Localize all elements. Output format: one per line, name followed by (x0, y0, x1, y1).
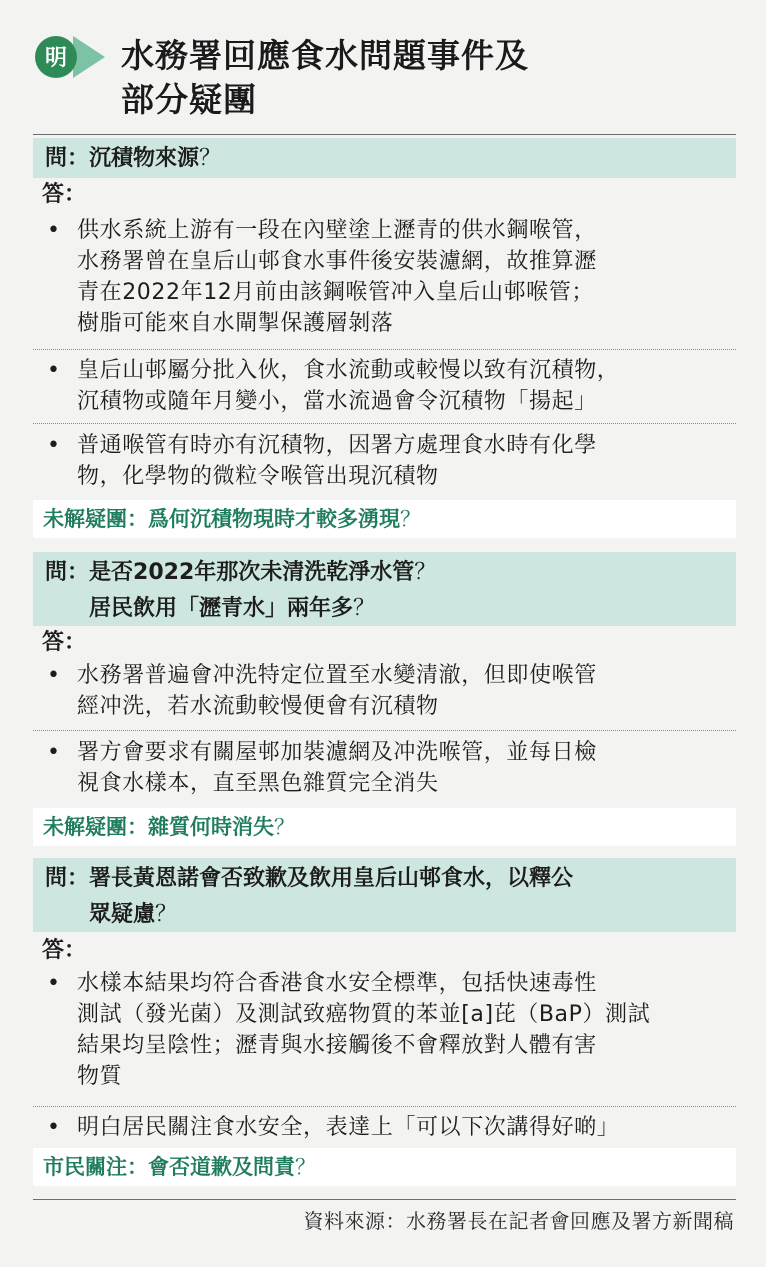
answer-line: 青在2022年12月前由該鋼喉管冲入皇后山邨喉管； (77, 280, 594, 305)
bullet-icon: • (47, 218, 60, 243)
answer-line: 明白居民關注食水安全，表達上「可以下次講得好啲」 (77, 1115, 620, 1140)
answer-line: 結果均呈陰性；瀝青與水接觸後不會釋放對人體有害 (77, 1033, 597, 1058)
header (0, 0, 766, 130)
answer-line: 沉積物或隨年月變小，當水流過會令沉積物「揚起」 (77, 389, 597, 414)
answer-item (47, 430, 737, 492)
answer-item (47, 1112, 737, 1143)
answer-line: 水務署普遍會冲洗特定位置至水變清澈，但即使喉管 (77, 663, 597, 688)
page-title (121, 34, 721, 122)
answer-item (47, 660, 737, 722)
answer-label: 答： (42, 182, 87, 207)
title-line-2: 部分疑團 (121, 80, 257, 119)
question-text: 眾疑慮 (89, 902, 156, 927)
bullet-icon: • (47, 1115, 60, 1140)
answer-line: 署方會要求有關屋邨加裝濾網及冲洗喉管，並每日檢 (77, 740, 597, 765)
public-concern-banner (33, 1148, 736, 1186)
answer-line: 物，化學物的微粒令喉管出現沉積物 (77, 464, 439, 489)
bullet-icon: • (47, 433, 60, 458)
answer-line: 經冲洗，若水流動較慢便會有沉積物 (77, 694, 439, 719)
answer-item (47, 215, 737, 339)
dotted-divider (33, 349, 736, 350)
question-mark: ？ (353, 596, 376, 621)
ming-pao-logo (33, 34, 113, 80)
logo-char: 明 (44, 46, 68, 71)
question-text: 是否2022年那次未清洗乾淨水管 (89, 560, 415, 585)
question-text: 沉積物來源 (89, 146, 200, 171)
unresolved-banner (33, 500, 736, 538)
question-mark: ？ (414, 560, 437, 585)
question-mark: ？ (400, 507, 421, 531)
unresolved-label: 未解疑團： (43, 507, 148, 531)
answer-line: 測試（發光菌）及測試致癌物質的苯並[a]芘（BaP）測試 (77, 1002, 651, 1027)
title-line-1: 水務署回應食水問題事件及 (121, 36, 529, 75)
question-prefix: 問： (45, 560, 90, 585)
unresolved-text: 雜質何時消失 (148, 815, 274, 839)
question-mark: ？ (274, 815, 295, 839)
question-mark: ？ (295, 1155, 316, 1179)
answer-line: 水樣本結果均符合香港食水安全標準，包括快速毒性 (77, 971, 597, 996)
bullet-icon: • (47, 971, 60, 996)
question-text: 署長黃恩諾會否致歉及飲用皇后山邨食水，以釋公 (89, 866, 574, 891)
answer-line: 樹脂可能來自水閘掣保護層剝落 (77, 311, 394, 336)
answer-item (47, 737, 737, 799)
question-1 (33, 138, 736, 178)
dotted-divider (33, 730, 736, 731)
top-rule (33, 134, 736, 135)
question-mark: ？ (155, 902, 178, 927)
question-prefix: 問： (45, 146, 90, 171)
question-3 (33, 858, 736, 932)
answer-item (47, 968, 737, 1092)
unresolved-text: 會否道歉及問責 (148, 1155, 295, 1179)
unresolved-label: 市民關注： (43, 1155, 148, 1179)
answer-item (47, 355, 737, 417)
answer-line: 視食水樣本，直至黑色雜質完全消失 (77, 771, 439, 796)
answer-line: 物質 (77, 1064, 123, 1089)
answer-label: 答： (42, 938, 87, 963)
question-prefix: 問： (45, 866, 90, 891)
answer-label: 答： (42, 630, 87, 655)
bottom-rule (33, 1199, 736, 1200)
dotted-divider (33, 1106, 736, 1107)
bullet-icon: • (47, 740, 60, 765)
unresolved-label: 未解疑團： (43, 815, 148, 839)
unresolved-text: 爲何沉積物現時才較多湧現 (148, 507, 400, 531)
answer-line: 水務署曾在皇后山邨食水事件後安裝濾網，故推算瀝 (77, 249, 597, 274)
answer-line: 皇后山邨屬分批入伙，食水流動或較慢以致有沉積物， (77, 358, 620, 383)
unresolved-banner (33, 808, 736, 846)
question-mark: ？ (199, 146, 222, 171)
answer-line: 普通喉管有時亦有沉積物，因署方處理食水時有化學 (77, 433, 597, 458)
bullet-icon: • (47, 663, 60, 688)
answer-line: 供水系統上游有一段在內壁塗上瀝青的供水鋼喉管， (77, 218, 597, 243)
bullet-icon: • (47, 358, 60, 383)
question-text: 居民飲用「瀝青水」兩年多 (89, 596, 354, 621)
dotted-divider (33, 423, 736, 424)
question-2 (33, 552, 736, 626)
source-credit: 資料來源：水務署長在記者會回應及署方新聞稿 (303, 1209, 734, 1233)
